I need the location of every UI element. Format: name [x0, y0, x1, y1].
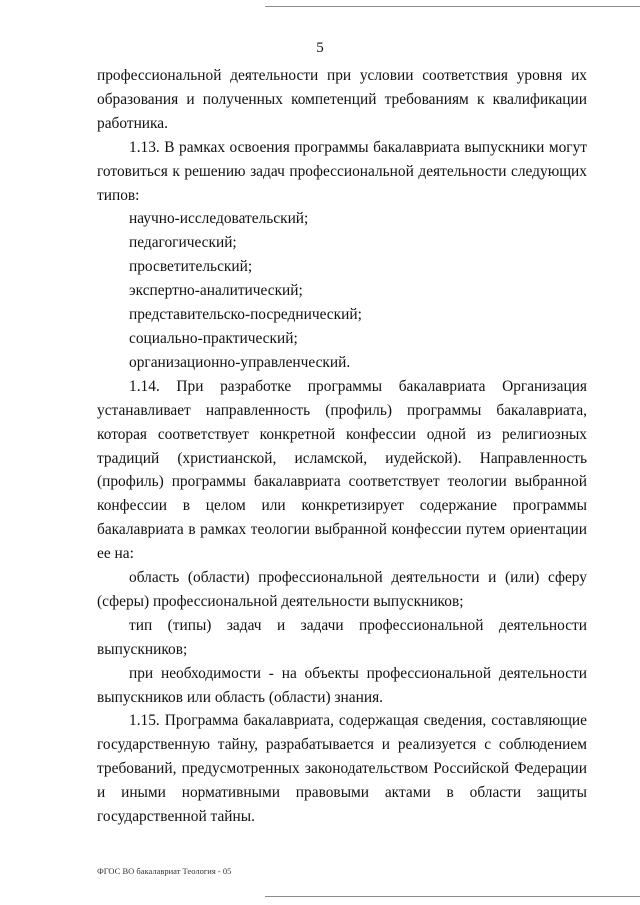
- text-line: выпускников или область (области) знания.: [97, 688, 383, 706]
- paragraph-1-14: [97, 375, 587, 566]
- text-line: профессиональной деятельности при условии соответствия уровня их: [97, 67, 587, 84]
- text-line: область (области) профессиональной деятельности и (или) сферу: [129, 569, 587, 587]
- list-item: просветительский;: [129, 258, 253, 276]
- text-line: 1.15. Программа бакалавриата, содержащая сведения, составляющие: [129, 712, 587, 730]
- text-line: (сферы) профессиональной деятельности выпускников;: [97, 592, 464, 610]
- text-line: которая соответствует конкретной конфессии одной из религиозных: [97, 425, 587, 443]
- list-item: научно-исследовательский;: [129, 210, 309, 228]
- text-line: выпускников;: [97, 640, 188, 658]
- list-item: социально-практический;: [129, 329, 298, 347]
- document-body: [97, 64, 587, 829]
- text-line: и иными нормативными правовыми актами в области защиты: [97, 784, 587, 802]
- text-line: ее на:: [97, 545, 134, 563]
- paragraph-1-15: [97, 709, 587, 829]
- text-line: (профиль) программы бакалавриата соответствует теологии выбранной: [97, 473, 587, 491]
- orientation-item-tasks: [97, 614, 587, 662]
- orientation-item-objects: [97, 662, 587, 710]
- list-item: экспертно-аналитический;: [129, 282, 303, 300]
- list-item: представительско-посреднический;: [129, 306, 362, 324]
- text-line: традиций (христианской, исламской, иудейской). Направленность: [97, 449, 587, 467]
- text-line: при необходимости - на объекты профессиональной деятельности: [129, 664, 587, 682]
- text-line: требований, предусмотренных законодательством Российской Федерации: [97, 760, 587, 778]
- text-line: тип (типы) задач и задачи профессиональной деятельности: [129, 616, 587, 634]
- text-line: государственную тайну, разрабатывается и реализуется с соблюдением: [97, 736, 587, 754]
- list-item: организационно-управленческий.: [129, 353, 351, 371]
- list-item: педагогический;: [129, 234, 237, 252]
- text-line: 1.14. При разработке программы бакалавриата Организация: [129, 377, 587, 395]
- text-line: готовиться к решению задач профессиональной деятельности следующих: [97, 162, 587, 180]
- paragraph-1-13: [97, 136, 587, 208]
- text-line: бакалавриата в рамках теологии выбранной конфессии путем ориентации: [97, 521, 587, 539]
- text-line: конфессии в целом или конкретизирует содержание программы: [97, 497, 587, 515]
- scan-edge-bottom: [265, 896, 640, 897]
- text-line: государственной тайны.: [97, 808, 255, 826]
- text-line: 1.13. В рамках освоения программы бакалавриата выпускники могут: [129, 138, 587, 156]
- page-footer: ФГОС ВО бакалавриат Теология - 05: [97, 866, 232, 876]
- page-number: 5: [316, 40, 324, 56]
- text-line: образования и полученных компетенций требованиям к квалификации: [97, 90, 587, 108]
- text-line: типов:: [97, 186, 140, 204]
- text-line: работника.: [97, 114, 168, 132]
- orientation-item-area: [97, 566, 587, 614]
- paragraph-continuation: [97, 64, 587, 136]
- text-line: устанавливает направленность (профиль) программы бакалавриата,: [97, 401, 587, 419]
- activity-types-list: [97, 207, 587, 374]
- scan-edge-top: [265, 6, 640, 7]
